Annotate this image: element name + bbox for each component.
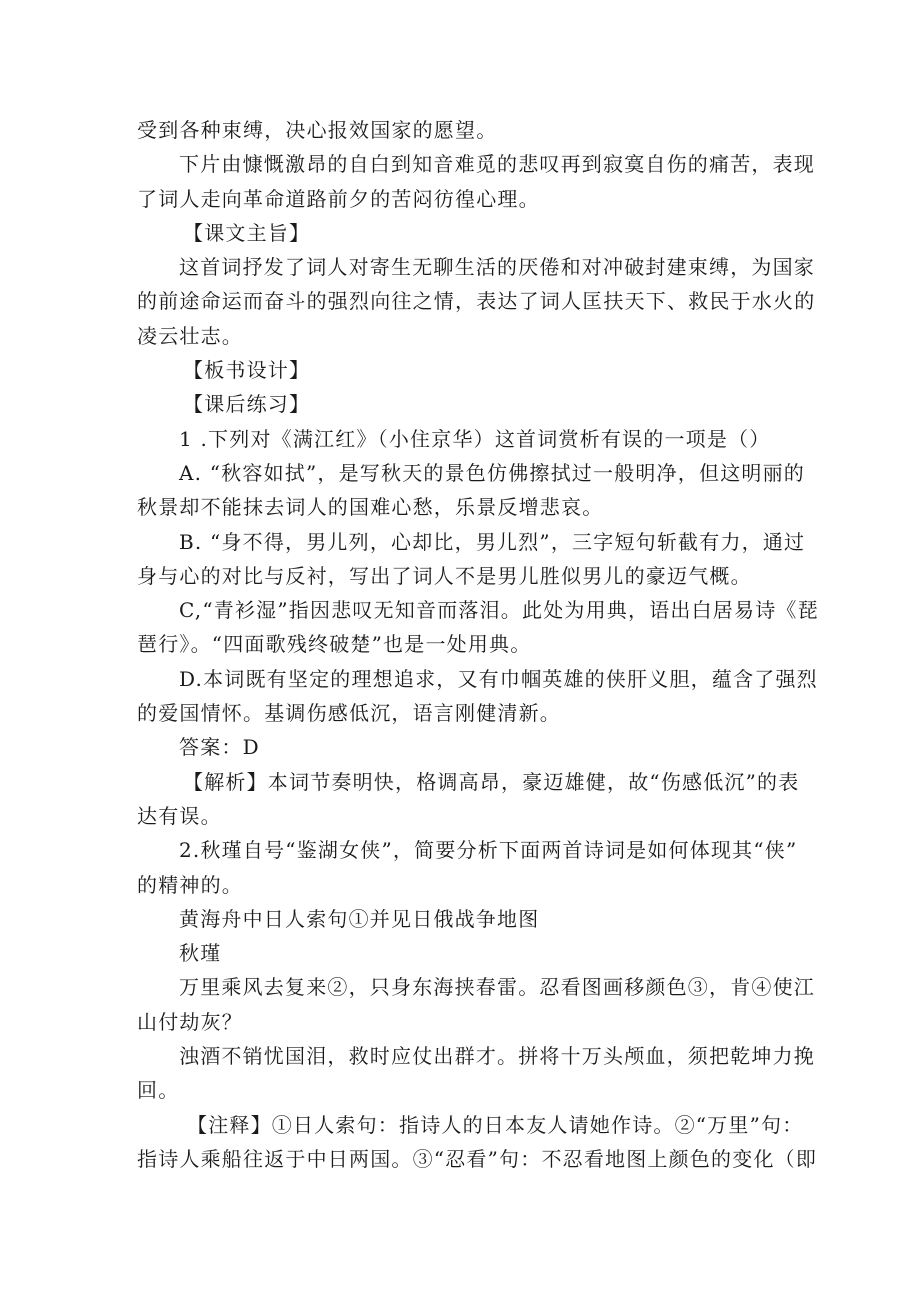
option-line: B. “身不得，男儿列，心却比，男儿烈”，三字短句斩截有力，通过 [179,529,806,554]
question-line: 的精神的。 [137,872,243,897]
question-line: 1 .下列对《满江红》（小住京华）这首词赏析有误的一项是（） [179,426,771,451]
answer-line: 答案：D [179,735,260,760]
section-heading: 【课后练习】 [183,392,311,417]
poem-line: 浊酒不销忧国泪，救时应仗出群才。拼将十万头颅血，须把乾坤力挽 [179,1044,815,1069]
option-line: 琶行》。“四面歌残终破楚”也是一处用典。 [137,632,532,657]
poem-title: 黄海舟中日人索句①并见日俄战争地图 [179,906,540,931]
option-line: 身与心的对比与反衬，写出了词人不是男儿胜似男儿的豪迈气概。 [137,563,752,588]
text-line: 的前途命运而奋斗的强烈向往之情，表达了词人匡扶天下、救民于水火的 [137,289,816,314]
text-line: 下片由慷慨激昂的自白到知音难觅的悲叹再到寂寞自伤的痛苦，表现 [179,152,815,177]
poem-line: 山付劫灰？ [137,1009,243,1034]
document-body [137,113,819,1176]
poem-line: 回。 [137,1078,180,1103]
question-line: 2.秋瑾自号“鉴湖女侠”，简要分析下面两首诗词是如何体现其“侠” [179,838,798,863]
note-line: 指诗人乘船往返于中日两国。③“忍看”句：不忍看地图上颜色的变化（即 [137,1146,818,1171]
analysis-line: 达有误。 [137,803,222,828]
option-line: 的爱国情怀。基调伤感低沉，语言刚健清新。 [137,701,561,726]
note-line: 【注释】①日人索句：指诗人的日本友人请她作诗。②“万里”句： [187,1112,804,1137]
poem-author: 秋瑾 [179,941,222,966]
option-line: D.本词既有坚定的理想追求，又有巾帼英雄的侠肝义胆，蕴含了强烈 [179,666,818,691]
text-line: 受到各种束缚，决心报效国家的愿望。 [137,118,498,142]
text-line: 了词人走向革命道路前夕的苦闷彷徨心理。 [137,186,540,211]
analysis-line: 【解析】本词节奏明快，格调高昂，豪迈雄健，故“伤感低沉”的表 [183,769,800,794]
option-line: A. “秋容如拭”，是写秋天的景色仿佛擦拭过一般明净，但这明丽的 [179,460,806,485]
poem-line: 万里乘风去复来②，只身东海挟春雷。忍看图画移颜色③，肯④使江 [179,975,815,1000]
option-line: C,“青衫湿”指因悲叹无知音而落泪。此处为用典，语出白居易诗《琵 [179,598,819,623]
section-heading: 【课文主旨】 [183,220,311,245]
text-line: 这首词抒发了词人对寄生无聊生活的厌倦和对冲破封建束缚，为国家 [179,255,815,280]
section-heading: 【板书设计】 [183,358,311,383]
text-line: 凌云壮志。 [137,323,243,348]
option-line: 秋景却不能抹去词人的国难心愁，乐景反增悲哀。 [137,495,604,520]
